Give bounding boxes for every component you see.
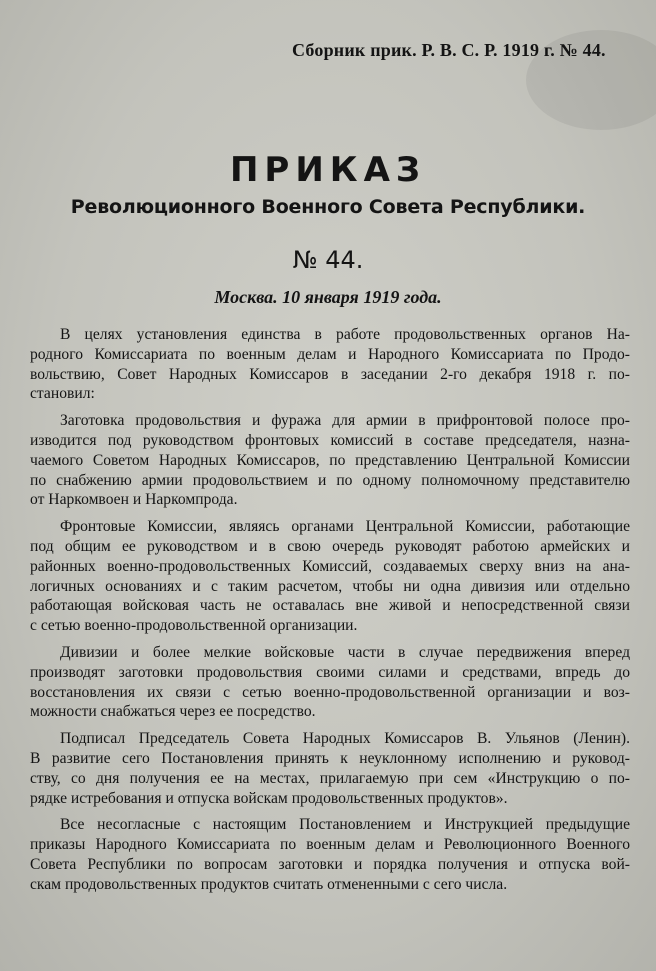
text-line: под общим ее руководством и в свою очередь руководят работою армейских и [30,537,630,555]
text-line: скам продовольственных продуктов считать отмененными с сего числа. [30,875,508,893]
document-body [30,325,630,902]
order-number: № 44. [292,246,364,274]
text-line: по снабжению армии продовольствием и по одному полномочному представителю [30,471,630,489]
text-line: Все несогласные с настоящим Постановлением и Инструкцией предыдущие [60,816,630,834]
text-line: Фронтовые Комиссии, являясь органами Центральной Комиссии, работающие [60,518,630,536]
text-line: становил: [30,385,95,403]
paragraph [30,815,630,894]
text-line: изводится под руководством фронтовых комиссий в составе председателя, назна- [30,431,630,449]
paragraph [30,729,630,808]
text-line: В целях установления единства в работе продовольственных органов На- [60,326,630,343]
text-line: с сетью военно-продовольственной организации. [30,617,358,635]
document-title: ПРИКАЗ [229,150,427,190]
text-line: Подписал Председатель Совета Народных Комиссаров В. Ульянов (Ленин). [60,730,630,748]
text-line: В развитие сего Постановления принять к неуклонному исполнению и руковод- [30,749,630,767]
text-line: приказы Народного Комиссариата по военным делам и Революционного Военного [30,836,630,854]
text-line: чаемого Советом Народных Комиссаров, по представлению Центральной Комиссии [30,451,630,469]
document-subtitle: Революционного Военного Совета Республики. [70,196,586,218]
paragraph [30,517,630,636]
text-line: логичных основаниях и с таким расчетом, чтобы ни одна дивизия или отдельно [30,577,630,595]
paragraph [30,325,630,404]
text-line: ству, со дня получения ее на местах, прилагаемую при сем «Инструкцию о по- [30,769,630,787]
text-line: Дивизии и более мелкие войсковые части в случае передвижения вперед [60,643,630,661]
text-line: работающая войсковая часть не оставалась вне живой и непосредственной связи [30,597,630,615]
dateline: Москва. 10 января 1919 года. [214,287,442,307]
paragraph [30,643,630,722]
text-line: районных военно-продовольственных Комиссий, создаваемых сверху вниз на ана- [30,557,630,575]
text-line: от Наркомвоен и Наркомпрода. [30,491,238,509]
collection-header: Сборник прик. Р. В. С. Р. 1919 г. № 44. [292,40,606,60]
text-line: рядке истребования и отпуска войскам продовольственных продуктов». [30,789,508,807]
text-line: восстановления их связи с сетью военно-продовольственной организации и воз- [30,683,630,701]
text-line: Заготовка продовольствия и фуража для армии в прифронтовой полосе про- [60,412,630,430]
text-line: Совета Республики по вопросам заготовки и порядка получения и отпуска вой- [30,855,630,873]
paragraph [30,411,630,510]
text-line: родного Комиссариата по военным делам и Народного Комиссариата по Продо- [30,345,630,363]
text-line: можности снабжаться через ее посредство. [30,703,316,721]
text-line: вольствию, Совет Народных Комиссаров в заседании 2-го декабря 1918 г. по- [30,365,630,383]
text-line: производят заготовки продовольствия своими силами и средствами, впредь до [30,663,630,681]
